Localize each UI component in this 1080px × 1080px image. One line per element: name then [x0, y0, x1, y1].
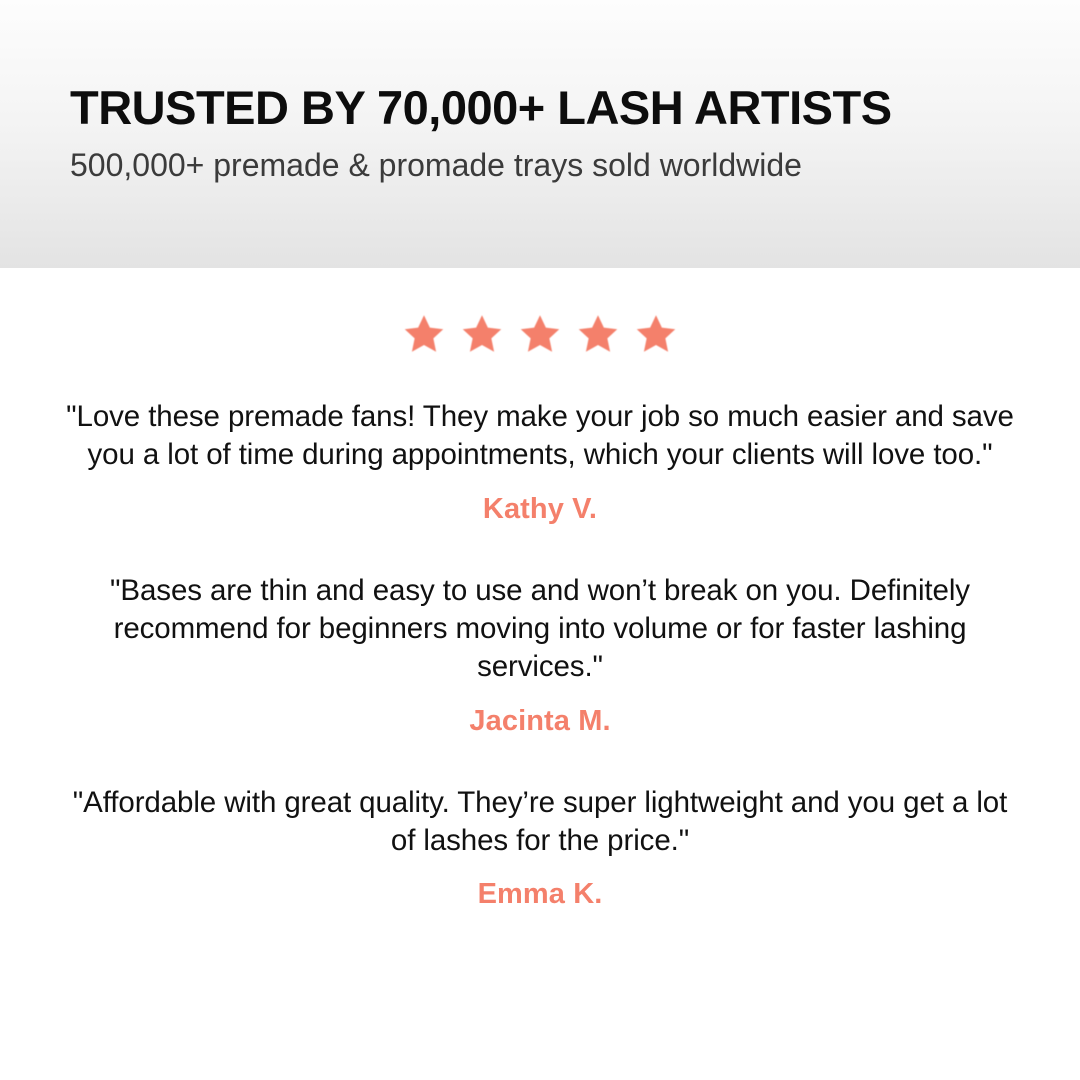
- star-icon: [460, 312, 504, 356]
- star-rating: [0, 312, 1080, 356]
- review-author: Kathy V.: [482, 492, 598, 525]
- page-title: TRUSTED BY 70,000+ LASH ARTISTS: [70, 81, 892, 135]
- reviews-list: [0, 398, 1080, 911]
- review-text: "Love these premade fans! They make your job so much easier and save you a lot of time during appointments, which your clients will love too.": [66, 400, 1014, 472]
- page-subtitle: 500,000+ premade & promade trays sold worldwide: [70, 147, 802, 184]
- star-icon: [634, 312, 678, 356]
- review-text: "Bases are thin and easy to use and won’t break on you. Definitely recommend for beginners moving into volume or for faster lashing services.": [110, 573, 970, 684]
- review-author: Emma K.: [477, 878, 603, 911]
- star-icon: [576, 312, 620, 356]
- review-text: "Affordable with great quality. They’re super lightweight and you get a lot of lashes for the price.": [72, 785, 1008, 858]
- review-author: Jacinta M.: [469, 704, 611, 737]
- star-icon: [402, 312, 446, 356]
- header-band: [0, 0, 1080, 268]
- star-icon: [518, 312, 562, 356]
- list-item: [62, 784, 1018, 912]
- list-item: [62, 572, 1018, 738]
- list-item: [62, 398, 1018, 526]
